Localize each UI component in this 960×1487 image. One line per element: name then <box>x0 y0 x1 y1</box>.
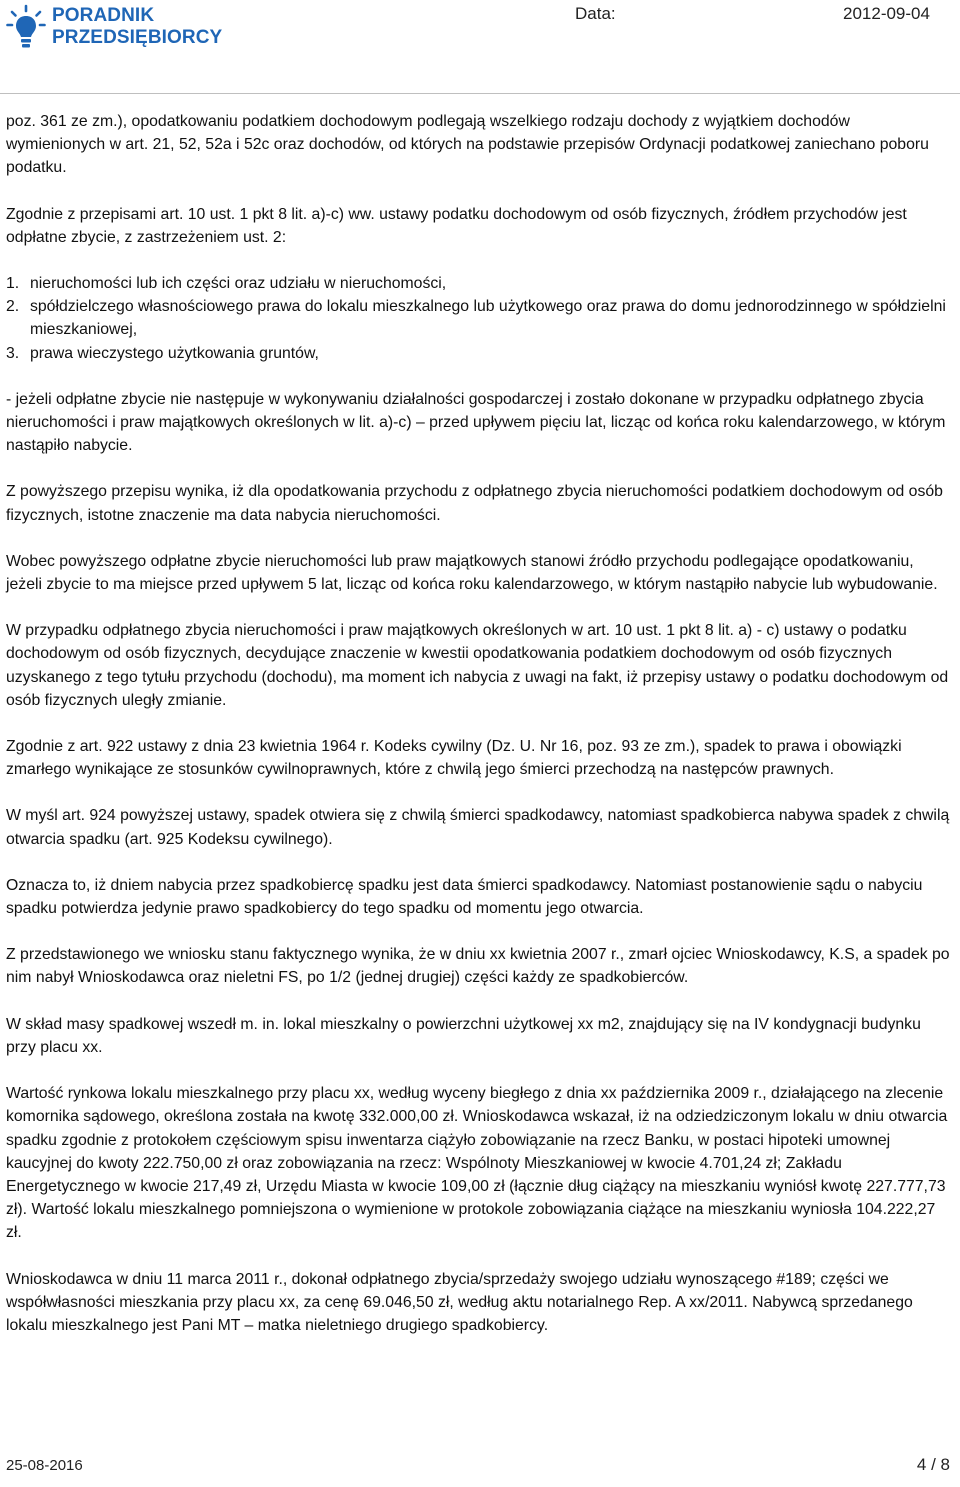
paragraph: W skład masy spadkowej wszedł m. in. lokal mieszkalny o powierzchni użytkowej xx m2, znajdujący się na IV kondygnacji budynku przy placu xx. <box>6 1015 921 1056</box>
list-item <box>6 342 950 365</box>
list-item-text: spółdzielczego własnościowego prawa do lokalu mieszkalnego lub użytkowego oraz prawa do domu jednorodzinnego w spółdzielni mieszkaniowej, <box>30 298 946 339</box>
paragraph: Z przedstawionego we wniosku stanu faktycznego wynika, że w dniu xx kwietnia 2007 r., zmarł ojciec Wnioskodawcy, K.S, a spadek po nim nabył Wnioskodawca oraz nieletni FS, po 1/2 (jednej drugiej) części każdy ze spadkobierców. <box>6 946 950 987</box>
list-item-text: prawa wieczystego użytkowania gruntów, <box>30 344 319 362</box>
paragraph: Z powyższego przepisu wynika, iż dla opodatkowania przychodu z odpłatnego zbycia nieruchomości podatkiem dochodowym od osób fizycznych, istotne znaczenie ma data nabycia nieruchomości. <box>6 483 943 524</box>
list-item-text: nieruchomości lub ich części oraz udziału w nieruchomości, <box>30 275 447 293</box>
paragraph: Zgodnie z przepisami art. 10 ust. 1 pkt 8 lit. a)-c) ww. ustawy podatku dochodowym od osób fizycznych, źródłem przychodów jest odpłatne zbycie, z zastrzeżeniem ust. 2: <box>6 205 907 246</box>
list-item <box>6 272 950 295</box>
document-body <box>6 110 950 1360</box>
list-number: 2. <box>6 298 20 316</box>
list-number: 3. <box>6 344 20 362</box>
date-value: 2012-09-04 <box>843 4 930 23</box>
paragraph: Wartość rynkowa lokalu mieszkalnego przy placu xx, według wyceny biegłego z dnia xx października 2009 r., działającego na zlecenie komornika sądowego, określona została na kwotę 332.000,00 zł. Wnioskodawca wskazał, iż na odziedziczonym lokalu w dniu otwarcia spadku zgodnie z protokołem częściowym spisu inwentarza ciążyło zobowiązanie na rzecz Banku, w postaci hipoteki umownej kaucyjnej do kwoty 222.750,00 zł oraz zobowiązania na rzecz: Wspólnoty Mieszkaniowej w kwocie 4.701,24 zł; Zakładu Energetycznego w kwocie 217,49 zł, Urzędu Miasta w kwocie 109,00 zł (łącznie dług ciążący na mieszkaniu wyniósł kwotę 227.777,73 zł). Wartość lokalu mieszkalnego pomniejszona o wymienione w protokole zobowiązania ciążące na mieszkaniu wyniosła 104.222,27 zł. <box>6 1085 948 1242</box>
lightbulb-icon <box>6 4 46 55</box>
paragraph: Wobec powyższego odpłatne zbycie nieruchomości lub praw majątkowych stanowi źródło przychodu podlegające opodatkowaniu, jeżeli zbycie to ma miejsce przed upływem 5 lat, licząc od końca roku kalendarzowego, w którym nastąpiło nabycie lub wybudowanie. <box>6 552 938 594</box>
page-number: 4 / 8 <box>916 1455 950 1474</box>
paragraph: Zgodnie z art. 922 ustawy z dnia 23 kwietnia 1964 r. Kodeks cywilny (Dz. U. Nr 16, poz. 93 ze zm.), spadek to prawa i obowiązki zmarłego wynikające ze stosunków cywilnoprawnych, które z chwilą jego śmierci przechodzą na następców prawnych. <box>6 738 902 779</box>
list-item <box>6 295 950 341</box>
logo-line-1: PORADNIK <box>52 5 155 26</box>
paragraph: Oznacza to, iż dniem nabycia przez spadkobiercę spadku jest data śmierci spadkodawcy. Natomiast postanowienie sądu o nabyciu spadku potwierdza jedynie prawo spadkobiercy do tego spadku od momentu jego otwarcia. <box>6 876 923 918</box>
logo[interactable] <box>6 4 222 55</box>
logo-line-2: PRZEDSIĘBIORCY <box>52 27 223 48</box>
logo-text <box>52 5 222 49</box>
paragraph: W przypadku odpłatnego zbycia nieruchomości i praw majątkowych określonych w art. 10 ust. 1 pkt 8 lit. a) - c) ustawy o podatku dochodowym od osób fizycznych, decydujące znaczenie w kwestii opodatkowania podatkiem dochodowym od osób fizycznych uzyskanego z tego tytułu przychodu (dochodu), ma moment ich nabycia z uwagi na fakt, iż przepisy ustawy o podatku dochodowym od osób fizycznych uległy zmianie. <box>6 622 949 709</box>
page-header <box>0 0 960 94</box>
paragraph: poz. 361 ze zm.), opodatkowaniu podatkiem dochodowym podlegają wszelkiego rodzaju dochody z wyjątkiem dochodów wymienionych w art. 21, 52, 52a i 52c oraz dochodów, od których na podstawie przepisów Ordynacji podatkowej zaniechano poboru podatku. <box>6 113 929 177</box>
paragraph: - jeżeli odpłatne zbycie nie następuje w wykonywaniu działalności gospodarczej i zostało dokonane w przypadku odpłatnego zbycia nieruchomości i praw majątkowych określonych w lit. a)-c) – przed upływem pięciu lat, licząc od końca roku kalendarzowego, w którym nastąpiło nabycie. <box>6 390 946 455</box>
list-number: 1. <box>6 275 20 293</box>
numbered-list <box>6 272 950 365</box>
paragraph: W myśl art. 924 powyższej ustawy, spadek otwiera się z chwilą śmierci spadkodawcy, natomiast spadkobierca nabywa spadek z chwilą otwarcia spadku (art. 925 Kodeksu cywilnego). <box>6 807 950 848</box>
date-label: Data: <box>575 4 616 23</box>
paragraph: Wnioskodawca w dniu 11 marca 2011 r., dokonał odpłatnego zbycia/sprzedaży swojego udziału wynoszącego #189; części we współwłasności mieszkania przy placu xx, za cenę 69.046,50 zł, według aktu notarialnego Rep. A xx/2011. Nabywcą sprzedanego lokalu mieszkalnego jest Pani MT – matka nieletniego drugiego spadkobiercy. <box>6 1270 913 1334</box>
header-divider <box>0 93 960 94</box>
footer-date: 25-08-2016 <box>6 1457 83 1474</box>
